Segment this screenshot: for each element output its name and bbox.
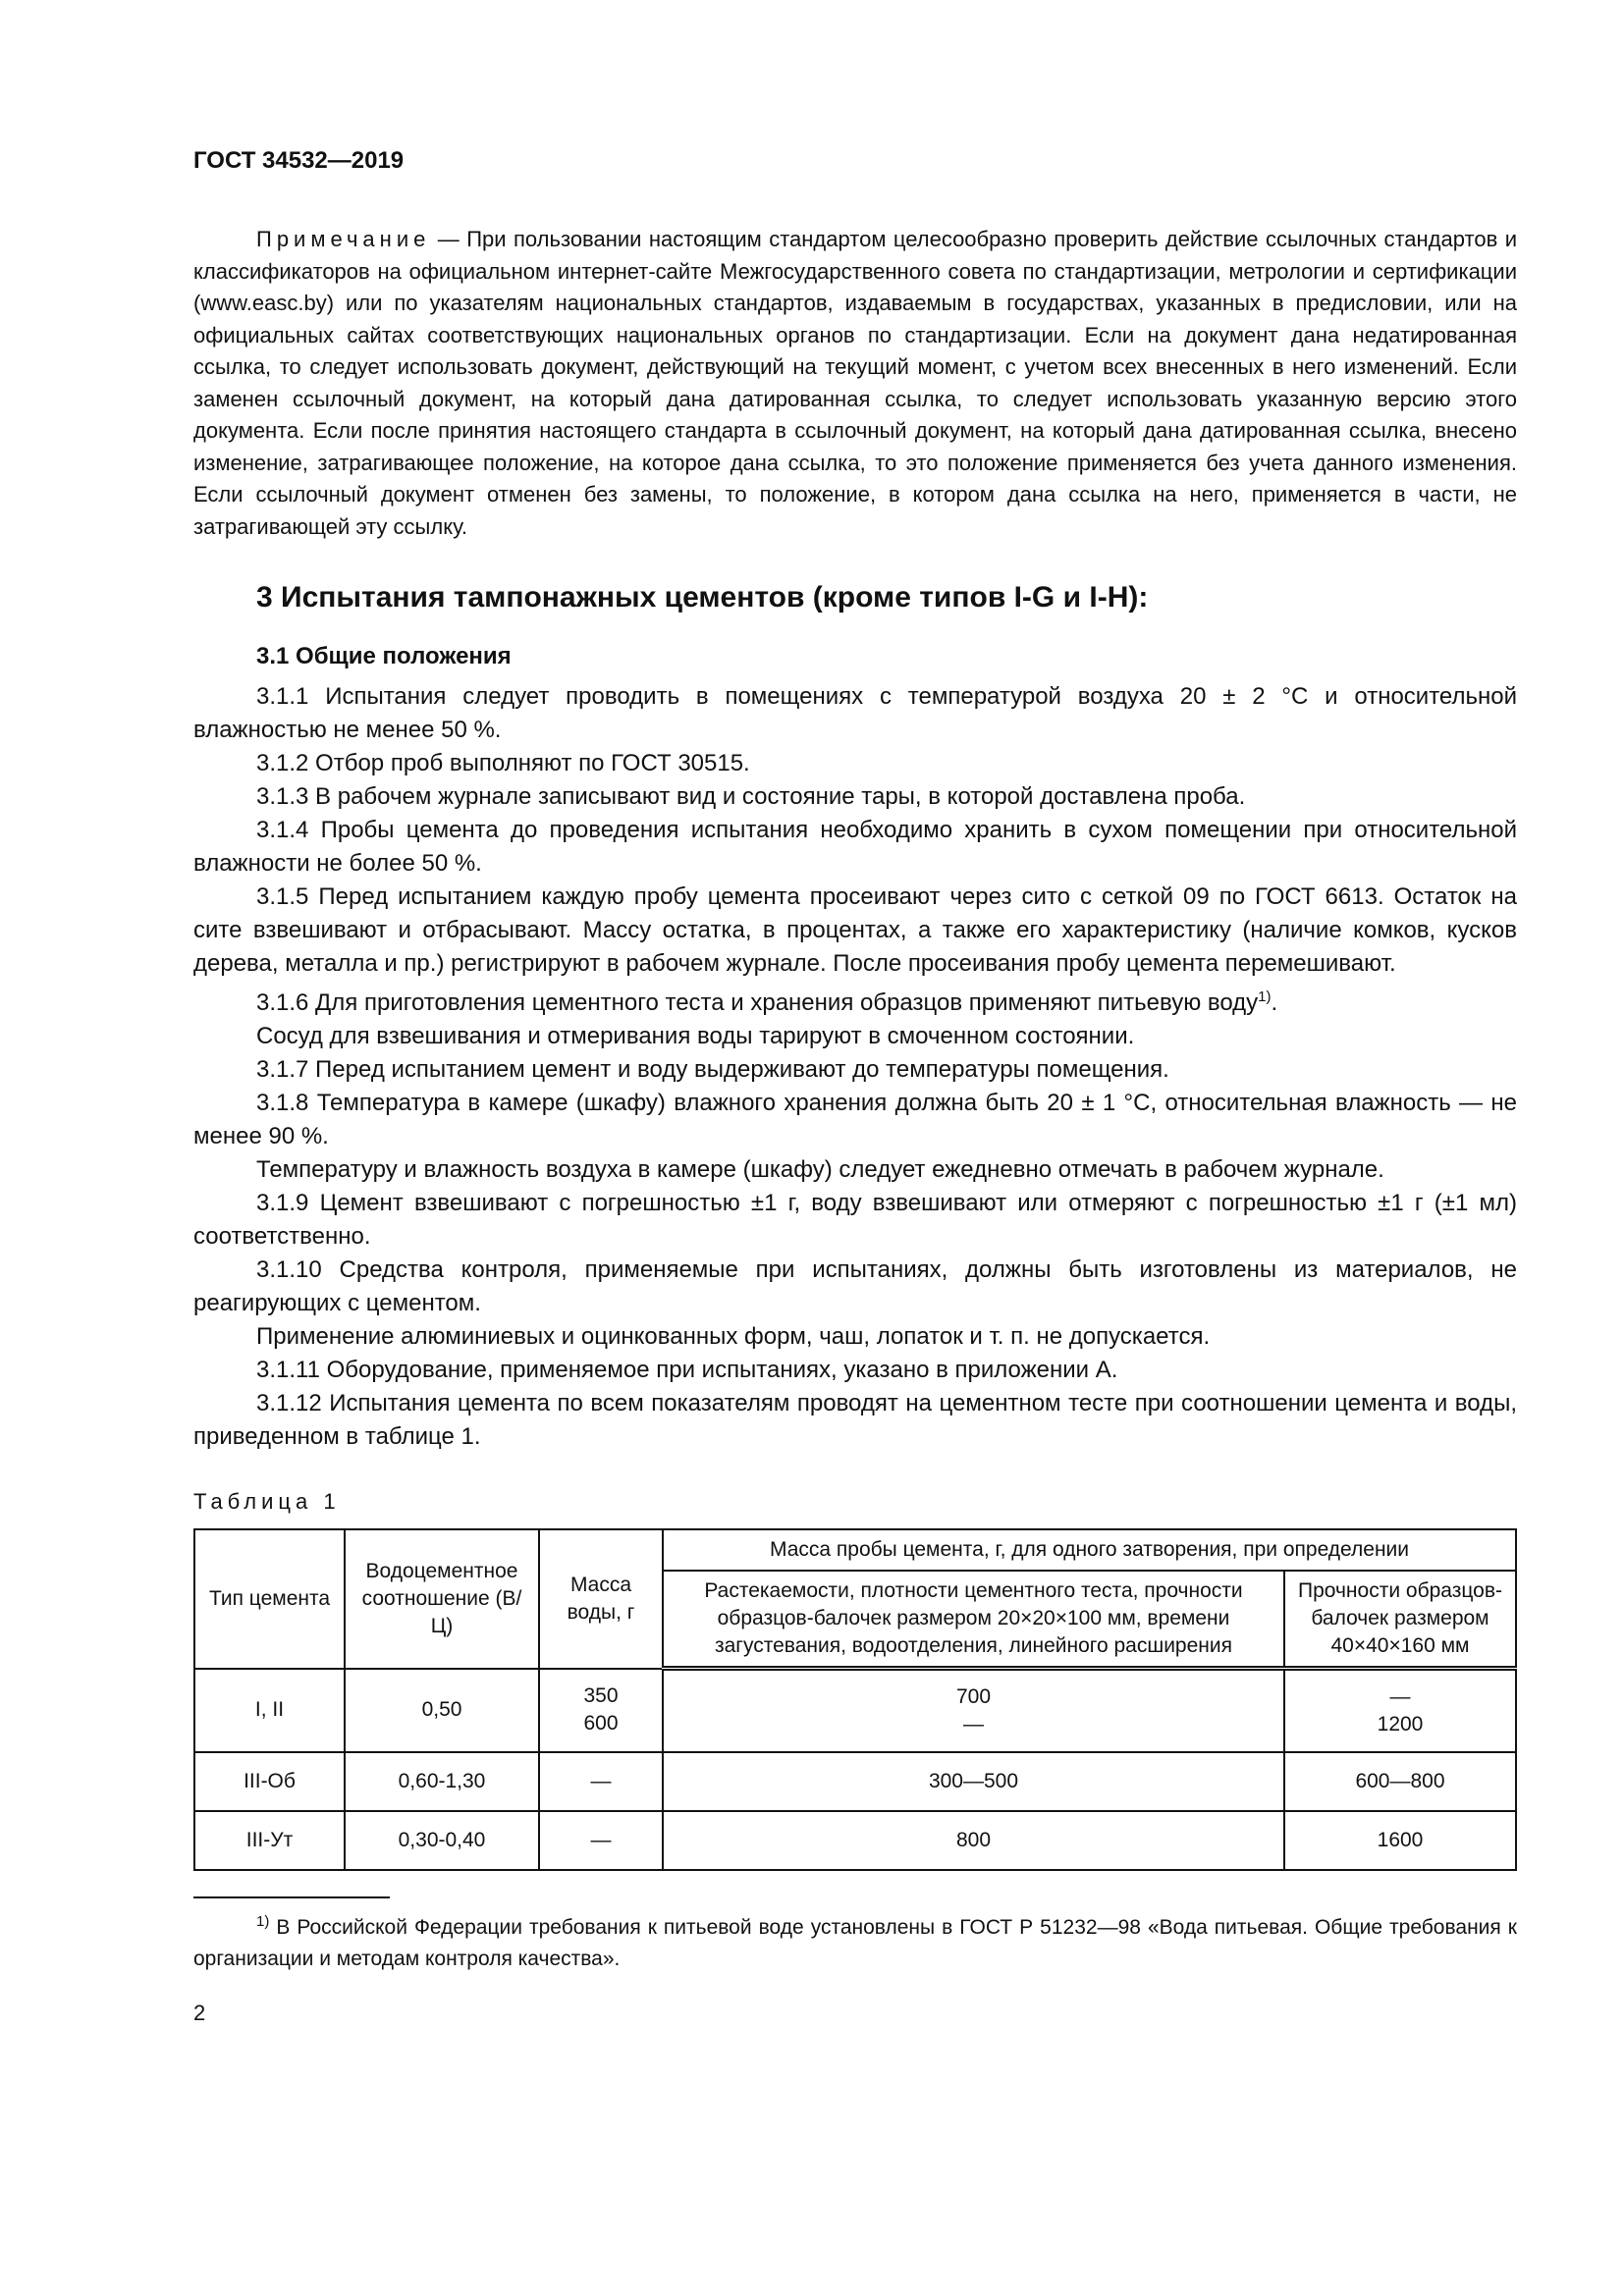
cell-c1 [663, 1811, 1284, 1870]
cell-line: — [963, 1713, 984, 1735]
cell-c2 [1284, 1669, 1516, 1753]
cell-wc: 0,50 [345, 1669, 539, 1753]
cell-line: — [590, 1829, 612, 1851]
paragraph: 3.1.9 Цемент взвешивают с погрешностью ±1 г, воду взвешивают или отмеряют с погрешностью ±1 г (±1 мл) соответственно. [193, 1190, 1517, 1250]
cell-line: 600—800 [1355, 1770, 1445, 1792]
subsection-title: 3.1 Общие положения [256, 643, 512, 669]
header-water: Масса воды, г [539, 1529, 663, 1669]
paragraph: 3.1.10 Средства контроля, применяемые при испытаниях, должны быть изготовлены из материалов, не реагирующих с цементом. [193, 1256, 1517, 1316]
table-row [194, 1811, 1516, 1870]
footnote [193, 1906, 1517, 1975]
cell-line: 800 [955, 1829, 992, 1851]
paragraph: 3.1.1 Испытания следует проводить в помещениях с температурой воздуха 20 ± 2 °С и относительной влажностью не менее 50 %. [193, 683, 1517, 743]
note-text: — При пользовании настоящим стандартом целесообразно проверить действие ссылочных стандартов и классификаторов на официальном интернет-сайте Межгосударственного совета по стандартизации, метрологии и сертификации (www.easc.by) или по указателям национальных стандартов, издаваемым в государствах, указанных в предисловии, или на официальных сайтах соответствующих национальных органов по стандартизации. Если на документ дана недатированная ссылка, то следует использовать документ, действующий на текущий момент, с учетом всех внесенных в него изменений. Если заменен ссылочный документ, на который дана датированная ссылка, то следует использовать указанную версию этого документа. Если после принятия настоящего стандарта в ссылочный документ, на который дана датированная ссылка, внесено изменение, затрагивающее положение, на которое дана ссылка, то это положение применяется без учета данного изменения. Если ссылочный документ отменен без замены, то положение, в котором дана ссылка на него, применяется в части, не затрагивающей эту ссылку. [193, 227, 1517, 539]
note-label: Примечание [256, 227, 431, 251]
footnote-mark: 1) [256, 1913, 270, 1930]
header-type: Тип цемента [194, 1529, 345, 1669]
cell-line: 350 [583, 1684, 619, 1708]
cell-line: — [1389, 1685, 1411, 1708]
paragraph: Сосуд для взвешивания и отмеривания воды тарируют в смоченном состоянии. [256, 1023, 1135, 1049]
paragraphs [193, 680, 1517, 1454]
cell-c2 [1284, 1811, 1516, 1870]
document-page [193, 147, 1517, 2026]
footnote-text: В Российской Федерации требования к питьевой воде установлены в ГОСТ Р 51232—98 «Вода питьевая. Общие требования к организации и методам контроля качества». [193, 1916, 1517, 1970]
footnote-ref[interactable]: 1) [1258, 988, 1272, 1005]
cell-line: 700 [955, 1685, 992, 1708]
cement-table [193, 1528, 1517, 1871]
cell-c1 [663, 1752, 1284, 1811]
section-title: 3 Испытания тампонажных цементов (кроме типов I-G и I-H): [256, 581, 1149, 614]
paragraph: 3.1.3 В рабочем журнале записывают вид и состояние тары, в которой доставлена проба. [256, 783, 1246, 810]
cell-c2 [1284, 1752, 1516, 1811]
paragraph: 3.1.2 Отбор проб выполняют по ГОСТ 30515. [256, 750, 750, 776]
cell-wc: 0,30-0,40 [345, 1811, 539, 1870]
header-col2: Прочности образцов-балочек размером 40×40×160 мм [1284, 1571, 1516, 1669]
cell-wc: 0,60-1,30 [345, 1752, 539, 1811]
header-col1: Растекаемости, плотности цементного теста, прочности образцов-балочек размером 20×20×100 мм, времени загустевания, водоотделения, линейного расширения [663, 1571, 1284, 1669]
table-row [194, 1752, 1516, 1811]
paragraph: 3.1.4 Пробы цемента до проведения испытания необходимо хранить в сухом помещении при относительной влажности не более 50 %. [193, 817, 1517, 877]
table-row [194, 1669, 1516, 1753]
cell-water [539, 1752, 663, 1811]
paragraph [193, 981, 1517, 1020]
cell-type: I, II [194, 1669, 345, 1753]
period: . [1271, 989, 1278, 1016]
cell-line: 300—500 [928, 1770, 1019, 1792]
cell-line: — [590, 1770, 612, 1792]
document-header: ГОСТ 34532—2019 [193, 147, 405, 174]
paragraph: 3.1.12 Испытания цемента по всем показателям проводят на цементном тесте при соотношении цемента и воды, приведенном в таблице 1. [193, 1390, 1517, 1450]
paragraph: 3.1.8 Температура в камере (шкафу) влажного хранения должна быть 20 ± 1 °С, относительная влажность — не менее 90 %. [193, 1090, 1517, 1149]
paragraph: 3.1.11 Оборудование, применяемое при испытаниях, указано в приложении А. [256, 1357, 1118, 1383]
paragraph: 3.1.7 Перед испытанием цемент и воду выдерживают до температуры помещения. [256, 1056, 1169, 1083]
cell-line: 600 [583, 1712, 619, 1735]
cell-water [539, 1669, 663, 1753]
cell-line: 1200 [1377, 1713, 1424, 1735]
page-number: 2 [193, 2001, 206, 2025]
table-label: Таблица 1 [193, 1489, 341, 1514]
paragraph-text: 3.1.6 Для приготовления цементного теста и хранения образцов применяют питьевую воду [256, 989, 1259, 1016]
cell-line: 1600 [1377, 1829, 1424, 1851]
cell-water [539, 1811, 663, 1870]
cell-type: III-Об [194, 1752, 345, 1811]
paragraph: Применение алюминиевых и оцинкованных форм, чаш, лопаток и т. п. не допускается. [256, 1323, 1211, 1350]
footnote-divider [193, 1896, 390, 1898]
header-wc: Водоцементное соотношение (В/Ц) [345, 1529, 539, 1669]
note-paragraph [193, 224, 1517, 543]
cell-type: III-Ут [194, 1811, 345, 1870]
cell-c1 [663, 1669, 1284, 1753]
header-group: Масса пробы цемента, г, для одного затворения, при определении [663, 1529, 1516, 1571]
paragraph: 3.1.5 Перед испытанием каждую пробу цемента просеивают через сито с сеткой 09 по ГОСТ 6613. Остаток на сите взвешивают и отбрасывают. Массу остатка, в процентах, а также его характеристику (наличие комков, кусков дерева, металла и пр.) регистрируют в рабочем журнале. После просеивания пробу цемента перемешивают. [193, 883, 1517, 977]
paragraph: Температуру и влажность воздуха в камере (шкафу) следует ежедневно отмечать в рабочем журнале. [256, 1156, 1384, 1183]
